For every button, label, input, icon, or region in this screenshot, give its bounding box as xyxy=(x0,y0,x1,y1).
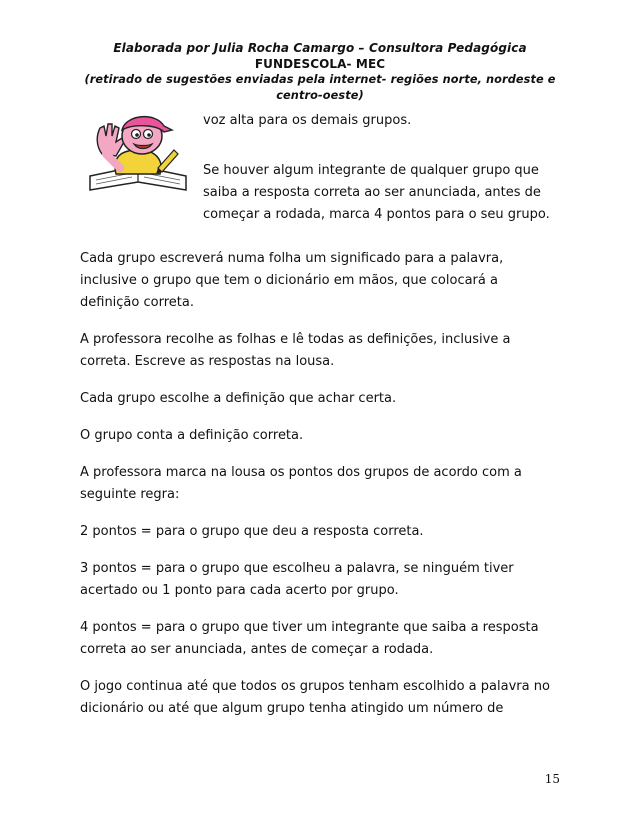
intro-continuation-line: voz alta para os demais grupos. xyxy=(203,113,412,128)
paragraph: Cada grupo escolhe a definição que achar certa. xyxy=(80,391,397,406)
paragraph: 2 pontos = para o grupo que deu a resposta correta. xyxy=(80,524,424,539)
paragraph: Cada grupo escreverá numa folha um significado para a palavra, inclusive o grupo que tem o dicionário em mãos, que colocará a definição correta. xyxy=(80,251,504,310)
page-number: 15 xyxy=(544,772,560,786)
paragraph: O jogo continua até que todos os grupos tenham escolhido a palavra no dicionário ou até que algum grupo tenha atingido um número de xyxy=(80,679,550,716)
paragraph: A professora recolhe as folhas e lê todas as definições, inclusive a correta. Escreve as respostas na lousa. xyxy=(80,332,511,369)
header-source-line: (retirado de sugestões enviadas pela internet- regiões norte, nordeste e centro-oeste) xyxy=(84,73,556,102)
document-header xyxy=(80,40,560,104)
paragraph: O grupo conta a definição correta. xyxy=(80,428,304,443)
child-reading-illustration xyxy=(82,110,194,202)
paragraph: 4 pontos = para o grupo que tiver um integrante que saiba a resposta correta ao ser anunciada, antes de começar a rodada. xyxy=(80,620,539,657)
intro-text xyxy=(203,110,563,226)
paragraph: A professora marca na lousa os pontos dos grupos de acordo com a seguinte regra: xyxy=(80,465,522,502)
header-organization-line: FUNDESCOLA- MEC xyxy=(254,57,386,71)
paragraph: 3 pontos = para o grupo que escolheu a palavra, se ninguém tiver acertado ou 1 ponto para cada acerto por grupo. xyxy=(80,561,514,598)
body-text xyxy=(80,248,560,735)
intro-paragraph: Se houver algum integrante de qualquer grupo que saiba a resposta correta ao ser anunciada, antes de começar a rodada, marca 4 pontos para o seu grupo. xyxy=(203,163,550,222)
header-author-line: Elaborada por Julia Rocha Camargo – Consultora Pedagógica xyxy=(113,41,527,55)
